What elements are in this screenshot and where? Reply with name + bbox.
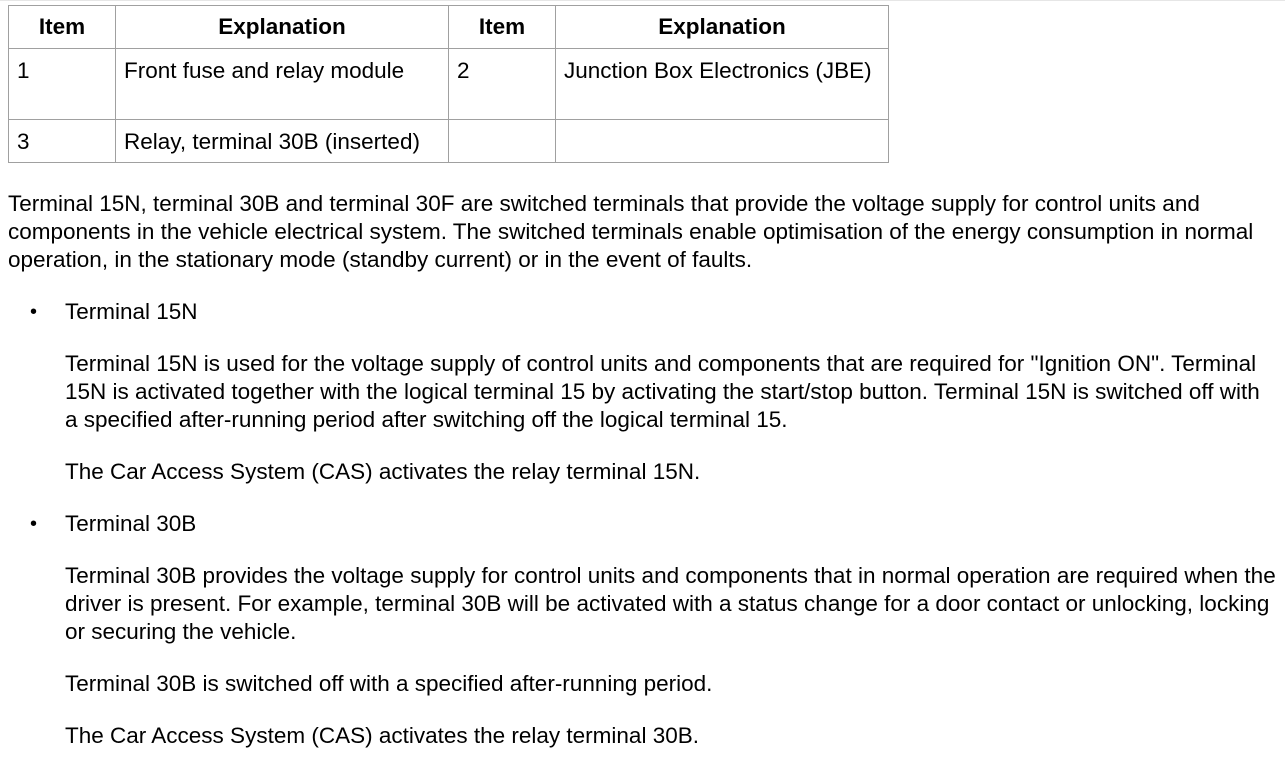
- table-cell-explanation: Front fuse and relay module: [116, 49, 449, 120]
- bullet-paragraph: Terminal 30B is switched off with a specified after-running period.: [65, 671, 713, 696]
- table-row: [9, 120, 889, 163]
- bullet-paragraph: Terminal 15N is used for the voltage supply of control units and components that are required for "Ignition ON". Terminal 15N is activated together with the logical terminal 15 by activating the start/stop button. Terminal 15N is switched off with a specified after-running period after switching off the logical terminal 15.: [65, 351, 1260, 432]
- list-item-terminal-15n: [8, 298, 1278, 486]
- table-header-item: Item: [449, 6, 556, 49]
- bullet-paragraph: Terminal 30B provides the voltage supply for control units and components that in normal operation are required when the driver is present. For example, terminal 30B will be activated with a status change for a door contact or unlocking, locking or securing the vehicle.: [65, 563, 1276, 644]
- table-cell-item: 1: [9, 49, 116, 120]
- top-divider: [0, 0, 1285, 1]
- bullet-icon: •: [30, 513, 38, 535]
- bullet-title: Terminal 15N: [65, 299, 198, 324]
- table-header-explanation: Explanation: [556, 6, 889, 49]
- table-cell-item: 3: [9, 120, 116, 163]
- table-cell-item: [449, 120, 556, 163]
- bullet-icon: •: [30, 301, 38, 323]
- table-header-row: [9, 6, 889, 49]
- table-row: [9, 49, 889, 120]
- table-cell-item: 2: [449, 49, 556, 120]
- intro-paragraph: Terminal 15N, terminal 30B and terminal 30F are switched terminals that provide the voltage supply for control units and components in the vehicle electrical system. The switched terminals enable optimisation of the energy consumption in normal operation, in the stationary mode (standby current) or in the event of faults.: [8, 191, 1254, 272]
- document-body: [8, 190, 1278, 774]
- legend-table: [8, 5, 889, 163]
- list-item-terminal-30b: [8, 510, 1278, 750]
- table-cell-explanation: Junction Box Electronics (JBE): [556, 49, 889, 120]
- table-cell-explanation: Relay, terminal 30B (inserted): [116, 120, 449, 163]
- table-header-explanation: Explanation: [116, 6, 449, 49]
- table-header-item: Item: [9, 6, 116, 49]
- bullet-list: [8, 298, 1278, 750]
- bullet-title: Terminal 30B: [65, 511, 197, 536]
- bullet-paragraph: The Car Access System (CAS) activates the relay terminal 30B.: [65, 723, 699, 748]
- bullet-paragraph: The Car Access System (CAS) activates the relay terminal 15N.: [65, 459, 701, 484]
- table-cell-explanation: [556, 120, 889, 163]
